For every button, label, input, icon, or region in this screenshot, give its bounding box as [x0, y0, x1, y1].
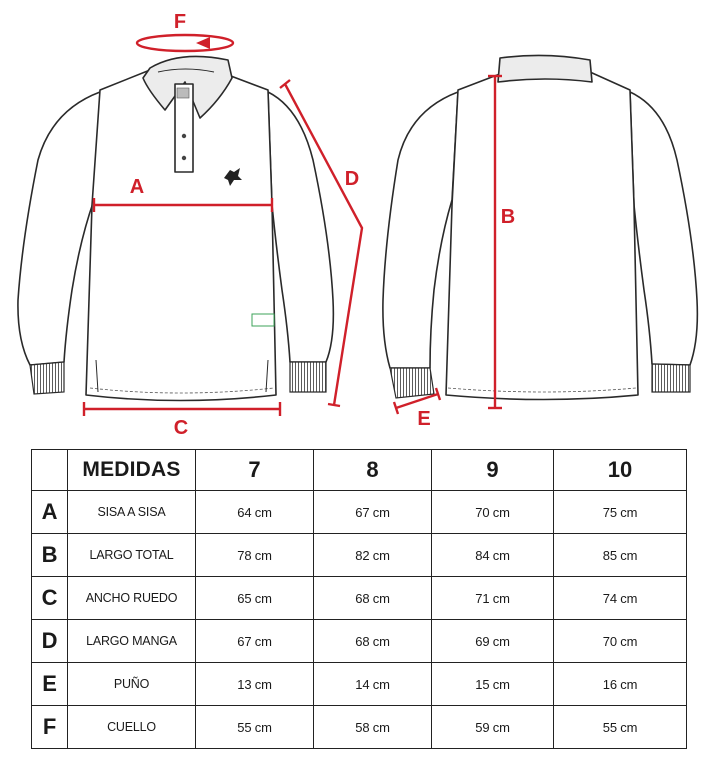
label-c: C	[173, 417, 189, 439]
header-corner	[32, 450, 68, 491]
cell-value: 55 cm	[554, 706, 687, 749]
label-d: D	[344, 168, 360, 190]
header-medidas: MEDIDAS	[68, 450, 196, 491]
header-size: 7	[196, 450, 314, 491]
cell-value: 14 cm	[314, 663, 432, 706]
measure-f	[137, 11, 233, 51]
cell-value: 78 cm	[196, 534, 314, 577]
cell-value: 70 cm	[554, 620, 687, 663]
cell-value: 75 cm	[554, 491, 687, 534]
label-f: F	[173, 11, 187, 33]
cell-value: 58 cm	[314, 706, 432, 749]
table-row	[32, 534, 687, 577]
row-letter: F	[32, 706, 68, 749]
row-letter: D	[32, 620, 68, 663]
front-shirt	[18, 56, 333, 400]
row-letter: B	[32, 534, 68, 577]
header-size: 9	[432, 450, 554, 491]
table-row	[32, 663, 687, 706]
table-row	[32, 577, 687, 620]
cell-value: 15 cm	[432, 663, 554, 706]
cell-value: 71 cm	[432, 577, 554, 620]
row-name: LARGO MANGA	[68, 620, 196, 663]
cell-value: 64 cm	[196, 491, 314, 534]
row-name: CUELLO	[68, 706, 196, 749]
table-row	[32, 620, 687, 663]
row-name: SISA A SISA	[68, 491, 196, 534]
cell-value: 68 cm	[314, 577, 432, 620]
header-size: 8	[314, 450, 432, 491]
label-b: B	[500, 206, 516, 228]
table-header-row	[32, 450, 687, 491]
row-letter: E	[32, 663, 68, 706]
row-name: ANCHO RUEDO	[68, 577, 196, 620]
cell-value: 68 cm	[314, 620, 432, 663]
cell-value: 55 cm	[196, 706, 314, 749]
cell-value: 65 cm	[196, 577, 314, 620]
header-size: 10	[554, 450, 687, 491]
cell-value: 13 cm	[196, 663, 314, 706]
row-name: LARGO TOTAL	[68, 534, 196, 577]
row-letter: A	[32, 491, 68, 534]
cell-value: 69 cm	[432, 620, 554, 663]
cell-value: 59 cm	[432, 706, 554, 749]
cell-value: 67 cm	[196, 620, 314, 663]
size-table	[31, 449, 687, 749]
cell-value: 84 cm	[432, 534, 554, 577]
row-letter: C	[32, 577, 68, 620]
table-row	[32, 491, 687, 534]
label-e: E	[417, 408, 431, 430]
measure-c	[84, 402, 280, 439]
cell-value: 16 cm	[554, 663, 687, 706]
label-a: A	[129, 176, 145, 198]
row-name: PUÑO	[68, 663, 196, 706]
table-row	[32, 706, 687, 749]
cell-value: 70 cm	[432, 491, 554, 534]
cell-value: 74 cm	[554, 577, 687, 620]
back-shirt	[383, 55, 697, 399]
cell-value: 82 cm	[314, 534, 432, 577]
cell-value: 85 cm	[554, 534, 687, 577]
cell-value: 67 cm	[314, 491, 432, 534]
